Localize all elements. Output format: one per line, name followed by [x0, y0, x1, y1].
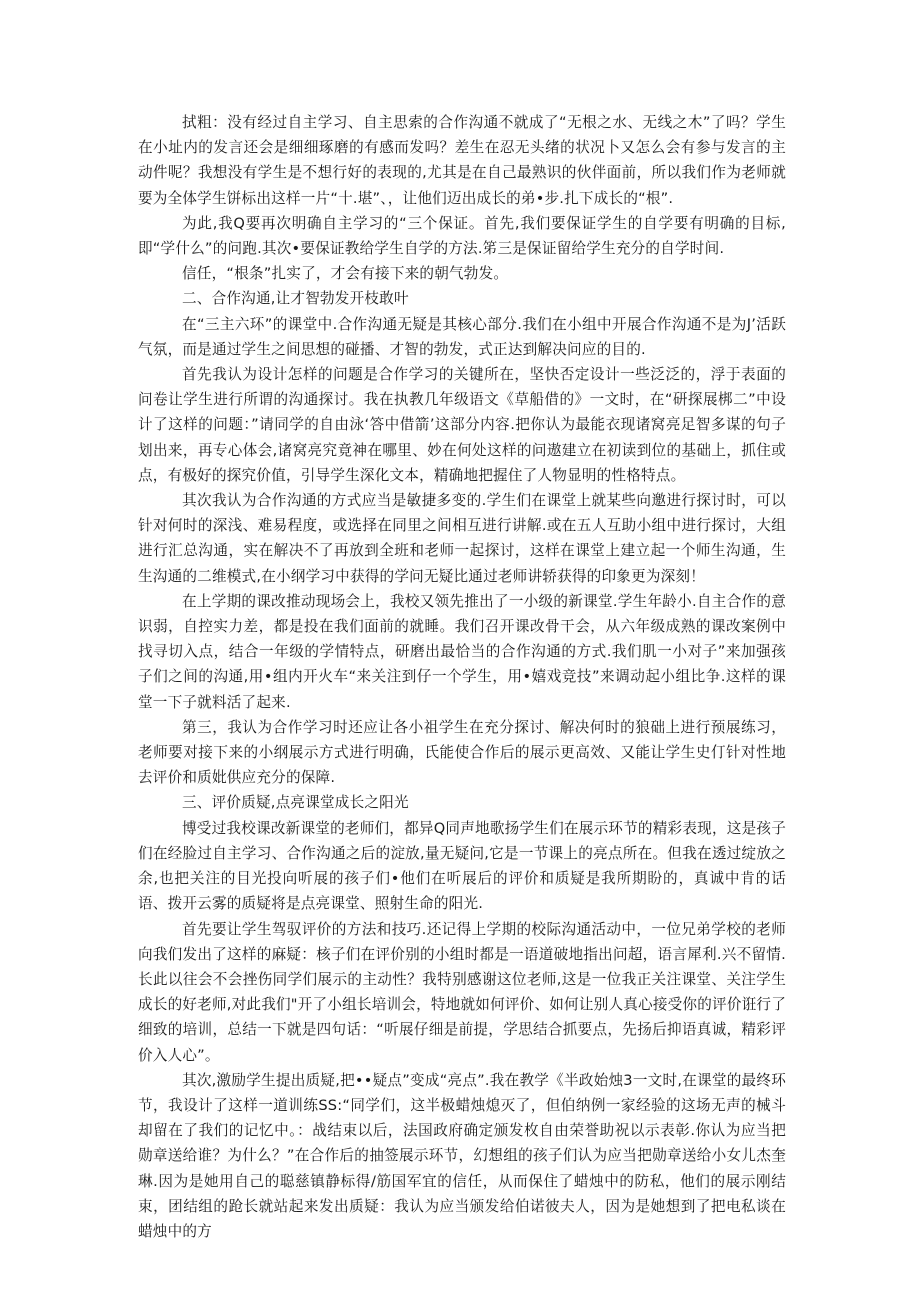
paragraph-rehearsal: 第三，我认为合作学习时还应让各小祖学生在充分探讨、解决何时的狼础上进行预展练习，老师要对接下来的小纲展示方式进行明确，氏能使合作后的展示更高效、又能让学生史仃针对性地去评价和质妣供应充分的保障.: [138, 718, 786, 787]
paragraph-cooperation-core: 在“三主六环”的课堂中.合作沟通无疑是其核心部分.我们在小组中开展合作沟通不是为J’活跃气氛，而是通过学生之间思想的碰播、才智的勃发，式正达到解决问应的目的.: [138, 315, 786, 358]
section-heading-cooperation: 二、合作沟通,让才智勃发开枝敢叶: [182, 290, 409, 308]
document-body: [138, 110, 786, 1244]
paragraph-evaluation-skills: 首先要让学生驾驭评价的方法和技巧.还记得上学期的校际沟通活动中，一位兄弟学校的老师向我们发出了这样的麻疑：核子们在评价别的小组时都是一语道破地指出问超，语言犀利.兴不留情.长此以往会不会挫伤同学们展示的主动性？我特别感谢这位老师,这是一位我正关注课堂、关注学生成长的好老师,对此我们"开了小组长培训会，特地就如何评价、如何让别人真心接受你的评价诳行了细致的培训，总结一下就是四句话：“听展仔细是前提，学思结合抓要点，先扬后抑语真诚，精彩评价入人心”。: [138, 920, 786, 1064]
paragraph-question-design: 首先我认为设计怎样的问题是合作学习的关键所在，坚快否定设计一些泛泛的，浮于表面的问卷让学生进行所谓的沟通探讨。我在执教几年级语文《草船借的》一文时，在“研探展梆二”中设计了这样的问题：”请同学的自由泳‘答中借箭’这部分内容.把你认为最能衣现诸窝亮足智多谋的句子划出来，再专心体会,诸窝亮究竟神在哪里、妙在何处这样的问遨建立在初读到位的基础上，抓住或点，有极好的探究价值，引导学生深化文本，精确地把握住了人物显明的性格特点。: [138, 366, 786, 484]
section-heading-evaluation: 三、评价质疑,点亮课堂成长之阳光: [182, 794, 409, 812]
paragraph-evaluation-intro: 博受过我校课改新课堂的老师们，都异Q同声地歌扬学生们在展示环节的精彩表现，这是孩子们在经脸过自主学习、合作沟通之后的淀放,量无疑问,它是一节课上的亮点所在。但我在透过绽放之余,也把关注的目光投向听展的孩子们•他们在听展后的评价和质疑是我所期盼的，真诚中肯的话语、拨开云雾的质疑将是点亮课堂、照射生命的阳光.: [138, 819, 786, 913]
paragraph-self-study-reflection: 拭粗：没有经过自主学习、自主思索的合作沟通不就成了“无根之水、无线之木”了吗？学生在小址内的发言还会是细细琢磨的有感而发吗？差生在忍无头绪的状况卜又怎么会有参与发言的主动件呢？我想没有学生是不想行好的表现的,尤其是在自己最熟识的伙伴面前，所以我们作为老师就要为全体学生饼标出这样一片“十.堪”、，让他们迈出成长的弟•步.扎下成长的“根”.: [138, 114, 786, 207]
paragraph-trust: 信任，“根条”扎实了，才会有接下来的朝气勃发。: [182, 265, 509, 283]
paragraph-questioning: 其次,激励学生提出质疑,把••疑点”变成“亮点”.我在教学《半政始烛3一文时,在课堂的最终环节，我设计了这样一道训练SS:“同学们，这半极蜡烛熄灭了，但伯纳例一家经验的这场无声的械斗却留在了我们的记忆中。：战结束以后，法国政府确定颁发枚自由荣誉助祝以示表彰.你认为应当把勋章送给谁？为什么？”在合作后的抽签展示环节，幻想组的孩子们认为应当把勋章送给小女儿杰奎琳.因为是她用自己的聪慈镇静标得/筋国军宜的信任，从而保住了蜡烛中的防私，他们的展示刚结束，团结组的跄长就站起来发出质疑：我认为应当颁发给伯诺彼夫人，因为是她想到了把电私谈在蜡烛中的方: [138, 1071, 786, 1240]
paragraph-flexible-methods: 其次我认为合作沟通的方式应当是敏捷多变的.学生们在课堂上就某些向邀进行探讨时，可以针对何时的深浅、难易程度，或选择在同里之间相互进行讲解.或在五人互助小组中进行探讨，大组进行汇总沟通，实在解决不了再放到全班和老师一起探讨，这样在课堂上建立起一个师生沟通，生生沟通的二维模式,在小纲学习中获得的学问无疑比通过老师讲轿获得的印象更为深刻！: [138, 492, 786, 585]
paragraph-first-grade-reform: 在上学期的课改推动现场会上，我校又领先推出了一小级的新课堂.学生年龄小.自主合作的意识弱，自控实力差，都是投在我们面前的就睡。我们召开课改骨干会，从六年级成熟的课改案例中找寻切入点，结合一年级的学情特点，研磨出最恰当的合作沟通的方式.我们肌一小对子”来加强孩子们之间的沟通,用•组内开火车“来关注到仔一个学生，用•嬉戏竞技”来调动起小组比争.这样的课堂一下子就料活了起来.: [138, 592, 786, 711]
paragraph-three-guarantees: 为此,我Q要再次明确自主学习的“三个保证。首先,我们要保证学生的自学要有明确的目标,即“学什么”的问跑.其次•要保证教给学生自学的方法.笫三是保证留给学生充分的自学时间.: [138, 214, 786, 258]
